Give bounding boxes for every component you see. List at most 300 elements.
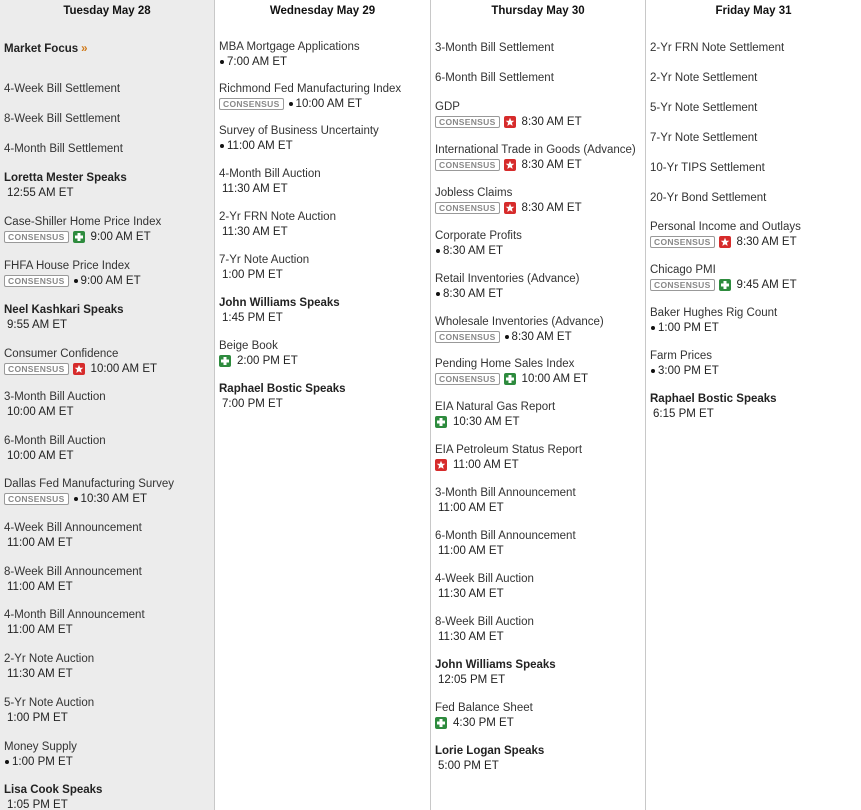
double-chevron-right-icon[interactable]: » bbox=[81, 43, 88, 55]
bullet-dot-icon bbox=[74, 279, 78, 283]
event-item[interactable] bbox=[435, 41, 645, 55]
event-time: 1:45 PM ET bbox=[222, 311, 283, 324]
plus-icon bbox=[435, 416, 447, 428]
event-title-text[interactable]: 2-Yr Note Settlement bbox=[650, 72, 758, 84]
event-title-text[interactable]: 5-Yr Note Settlement bbox=[650, 102, 758, 114]
event-title-text[interactable]: Consumer Confidence bbox=[4, 348, 119, 360]
event-time: 11:00 AM ET bbox=[7, 623, 73, 636]
event-detail-line bbox=[435, 500, 645, 515]
event-time: 1:00 PM ET bbox=[12, 755, 73, 768]
consensus-badge[interactable]: CONSENSUS bbox=[650, 279, 715, 291]
event-title-text[interactable]: 7-Yr Note Settlement bbox=[650, 132, 758, 144]
event-item[interactable] bbox=[435, 71, 645, 85]
event-item[interactable] bbox=[4, 565, 214, 594]
event-item[interactable] bbox=[4, 142, 214, 156]
event-time: 8:30 AM ET bbox=[511, 330, 572, 343]
event-title[interactable] bbox=[435, 400, 645, 414]
event-title[interactable] bbox=[4, 521, 214, 535]
event-time: 8:30 AM ET bbox=[736, 235, 797, 248]
event-title[interactable] bbox=[650, 263, 861, 277]
bullet-dot-icon bbox=[289, 102, 293, 106]
event-time: 4:30 PM ET bbox=[453, 716, 514, 729]
event-time: 9:45 AM ET bbox=[736, 278, 797, 291]
event-item[interactable] bbox=[219, 382, 430, 411]
event-detail-line bbox=[219, 54, 430, 69]
event-item[interactable] bbox=[4, 434, 214, 463]
event-title-text[interactable]: Lisa Cook Speaks bbox=[4, 784, 103, 796]
event-title[interactable] bbox=[4, 434, 214, 448]
event-item[interactable] bbox=[435, 443, 645, 472]
event-title-text[interactable]: Neel Kashkari Speaks bbox=[4, 304, 124, 316]
event-title[interactable] bbox=[650, 131, 861, 145]
day-column-wednesday-may-29 bbox=[215, 0, 431, 810]
bullet-dot-icon bbox=[436, 292, 440, 296]
event-title-text[interactable]: John Williams Speaks bbox=[219, 297, 340, 309]
event-title-text[interactable]: Farm Prices bbox=[650, 350, 712, 362]
event-item[interactable] bbox=[650, 191, 861, 205]
event-item[interactable] bbox=[4, 171, 214, 200]
bullet-dot-icon bbox=[74, 497, 78, 501]
event-item[interactable] bbox=[650, 101, 861, 115]
event-detail-line bbox=[4, 797, 214, 810]
event-title-text[interactable]: 8-Week Bill Auction bbox=[435, 616, 534, 628]
event-title[interactable] bbox=[4, 608, 214, 622]
event-title[interactable] bbox=[219, 296, 430, 310]
event-detail-line bbox=[4, 535, 214, 550]
event-title[interactable] bbox=[219, 382, 430, 396]
event-title[interactable] bbox=[219, 82, 430, 96]
day-header: Thursday May 30 bbox=[491, 5, 585, 17]
event-title-text[interactable]: 4-Week Bill Settlement bbox=[4, 83, 121, 95]
event-title-text[interactable]: 3-Month Bill Settlement bbox=[435, 42, 554, 54]
event-item[interactable] bbox=[219, 296, 430, 325]
event-title[interactable] bbox=[435, 272, 645, 286]
event-title[interactable] bbox=[4, 740, 214, 754]
event-detail-line bbox=[435, 329, 645, 344]
event-time: 8:30 AM ET bbox=[443, 244, 504, 257]
plus-icon bbox=[73, 231, 85, 243]
event-title[interactable] bbox=[435, 315, 645, 329]
event-title-text[interactable]: John Williams Speaks bbox=[435, 659, 556, 671]
event-title-text[interactable]: Market Focus bbox=[4, 43, 79, 55]
event-detail-line bbox=[4, 622, 214, 637]
event-title-text[interactable]: Money Supply bbox=[4, 741, 77, 753]
bullet-dot-icon bbox=[220, 60, 224, 64]
event-detail-line bbox=[650, 406, 861, 421]
event-detail-line bbox=[4, 404, 214, 419]
event-detail-line bbox=[219, 353, 430, 368]
event-item[interactable] bbox=[650, 161, 861, 175]
event-title[interactable] bbox=[435, 658, 645, 672]
event-title[interactable] bbox=[435, 229, 645, 243]
event-title-text[interactable]: 6-Month Bill Settlement bbox=[435, 72, 554, 84]
event-title-text[interactable]: 7-Yr Note Auction bbox=[219, 254, 310, 266]
event-time: 9:00 AM ET bbox=[90, 230, 151, 243]
event-time: 7:00 AM ET bbox=[227, 55, 288, 68]
event-item[interactable] bbox=[435, 186, 645, 215]
event-item[interactable] bbox=[650, 263, 861, 292]
event-time: 8:30 AM ET bbox=[521, 201, 582, 214]
event-item[interactable] bbox=[4, 696, 214, 725]
consensus-badge[interactable]: CONSENSUS bbox=[435, 202, 500, 214]
event-item[interactable] bbox=[435, 357, 645, 386]
bullet-dot-icon bbox=[505, 335, 509, 339]
event-title[interactable] bbox=[650, 191, 861, 205]
event-title-text[interactable]: Retail Inventories (Advance) bbox=[435, 273, 580, 285]
event-item[interactable] bbox=[4, 42, 214, 56]
event-list bbox=[0, 22, 214, 810]
event-item[interactable] bbox=[219, 124, 430, 153]
event-item[interactable] bbox=[650, 71, 861, 85]
event-title[interactable] bbox=[435, 186, 645, 200]
event-detail-line bbox=[650, 277, 861, 292]
event-title-text[interactable]: Beige Book bbox=[219, 340, 278, 352]
event-item[interactable] bbox=[435, 143, 645, 172]
event-time: 11:00 AM ET bbox=[227, 139, 293, 152]
event-detail-line bbox=[219, 396, 430, 411]
event-detail-line bbox=[219, 267, 430, 282]
event-title[interactable] bbox=[4, 142, 214, 156]
event-detail-line bbox=[219, 138, 430, 153]
event-title-text[interactable]: 5-Yr Note Auction bbox=[4, 697, 95, 709]
event-title[interactable] bbox=[435, 529, 645, 543]
event-time: 1:05 PM ET bbox=[7, 798, 68, 810]
event-title[interactable] bbox=[435, 615, 645, 629]
event-detail-line bbox=[435, 114, 645, 129]
event-title[interactable] bbox=[4, 82, 214, 96]
event-title-text[interactable]: Richmond Fed Manufacturing Index bbox=[219, 83, 402, 95]
event-title-text[interactable]: Dallas Fed Manufacturing Survey bbox=[4, 478, 175, 490]
consensus-badge[interactable]: CONSENSUS bbox=[4, 363, 69, 375]
event-title[interactable] bbox=[4, 696, 214, 710]
day-header: Tuesday May 28 bbox=[63, 5, 151, 17]
event-title-text[interactable]: 8-Week Bill Settlement bbox=[4, 113, 121, 125]
event-title[interactable] bbox=[4, 477, 214, 491]
event-detail-line bbox=[435, 371, 645, 386]
event-title[interactable] bbox=[650, 161, 861, 175]
event-detail-line bbox=[4, 361, 214, 376]
bullet-dot-icon bbox=[5, 760, 9, 764]
event-item[interactable] bbox=[219, 40, 430, 69]
event-detail-line bbox=[4, 579, 214, 594]
event-title[interactable] bbox=[435, 100, 645, 114]
event-title[interactable] bbox=[650, 101, 861, 115]
event-detail-line bbox=[435, 157, 645, 172]
consensus-badge[interactable]: CONSENSUS bbox=[435, 373, 500, 385]
event-title-text[interactable]: Chicago PMI bbox=[650, 264, 716, 276]
event-title[interactable] bbox=[219, 124, 430, 138]
event-detail-line bbox=[435, 586, 645, 601]
event-detail-line bbox=[4, 273, 214, 288]
event-detail-line bbox=[4, 185, 214, 200]
event-title[interactable] bbox=[4, 112, 214, 126]
event-time: 11:00 AM ET bbox=[453, 458, 519, 471]
event-time: 11:30 AM ET bbox=[222, 182, 288, 195]
plus-icon bbox=[219, 355, 231, 367]
event-title-text[interactable]: Raphael Bostic Speaks bbox=[650, 393, 777, 405]
event-detail-line bbox=[435, 286, 645, 301]
event-title[interactable] bbox=[435, 443, 645, 457]
star-icon bbox=[504, 116, 516, 128]
event-title-text[interactable]: 6-Month Bill Announcement bbox=[435, 530, 576, 542]
event-time: 9:55 AM ET bbox=[7, 318, 68, 331]
event-detail-line bbox=[435, 457, 645, 472]
event-item[interactable] bbox=[435, 572, 645, 601]
event-detail-line bbox=[650, 320, 861, 335]
consensus-badge[interactable]: CONSENSUS bbox=[650, 236, 715, 248]
event-time: 1:00 PM ET bbox=[222, 268, 283, 281]
event-title-text[interactable]: Pending Home Sales Index bbox=[435, 358, 575, 370]
event-item[interactable] bbox=[435, 315, 645, 344]
event-title[interactable] bbox=[4, 347, 214, 361]
event-title-text[interactable]: International Trade in Goods (Advance) bbox=[435, 144, 636, 156]
event-list bbox=[431, 22, 645, 773]
event-item[interactable] bbox=[219, 210, 430, 239]
event-detail-line bbox=[650, 363, 861, 378]
star-icon bbox=[719, 236, 731, 248]
event-title[interactable] bbox=[435, 71, 645, 85]
consensus-badge[interactable]: CONSENSUS bbox=[219, 98, 284, 110]
event-time: 1:00 PM ET bbox=[658, 321, 719, 334]
event-item[interactable] bbox=[219, 167, 430, 196]
event-item[interactable] bbox=[4, 740, 214, 769]
event-time: 1:00 PM ET bbox=[7, 711, 68, 724]
event-title-text[interactable]: 2-Yr FRN Note Auction bbox=[219, 211, 336, 223]
event-time: 10:00 AM ET bbox=[521, 372, 589, 385]
event-title[interactable] bbox=[435, 572, 645, 586]
event-title-text[interactable]: Raphael Bostic Speaks bbox=[219, 383, 346, 395]
event-detail-line bbox=[4, 666, 214, 681]
event-title-text[interactable]: 4-Week Bill Announcement bbox=[4, 522, 142, 534]
event-detail-line bbox=[219, 310, 430, 325]
event-title-text[interactable]: Wholesale Inventories (Advance) bbox=[435, 316, 604, 328]
event-item[interactable] bbox=[435, 486, 645, 515]
event-title[interactable] bbox=[435, 143, 645, 157]
consensus-badge[interactable]: CONSENSUS bbox=[435, 159, 500, 171]
event-title-text[interactable]: 2-Yr FRN Note Settlement bbox=[650, 42, 785, 54]
event-item[interactable] bbox=[435, 658, 645, 687]
event-title[interactable] bbox=[4, 783, 214, 797]
event-title-text[interactable]: EIA Natural Gas Report bbox=[435, 401, 556, 413]
event-time: 7:00 PM ET bbox=[222, 397, 283, 410]
event-title-text[interactable]: 3-Month Bill Announcement bbox=[435, 487, 576, 499]
consensus-badge[interactable]: CONSENSUS bbox=[435, 331, 500, 343]
event-title[interactable] bbox=[650, 349, 861, 363]
event-detail-line bbox=[435, 629, 645, 644]
event-item[interactable] bbox=[650, 131, 861, 145]
event-title-text[interactable]: 6-Month Bill Auction bbox=[4, 435, 106, 447]
event-item[interactable] bbox=[650, 306, 861, 335]
event-title-text[interactable]: MBA Mortgage Applications bbox=[219, 41, 360, 53]
event-title-text[interactable]: Survey of Business Uncertainty bbox=[219, 125, 379, 137]
event-title[interactable] bbox=[4, 652, 214, 666]
event-title[interactable] bbox=[650, 71, 861, 85]
event-title-text[interactable]: 3-Month Bill Auction bbox=[4, 391, 106, 403]
event-title[interactable] bbox=[219, 167, 430, 181]
event-time: 6:15 PM ET bbox=[653, 407, 714, 420]
event-time: 3:00 PM ET bbox=[658, 364, 719, 377]
event-item[interactable] bbox=[4, 652, 214, 681]
event-detail-line bbox=[435, 672, 645, 687]
event-title[interactable] bbox=[4, 171, 214, 185]
event-detail-line bbox=[650, 234, 861, 249]
event-title-text[interactable]: 10-Yr TIPS Settlement bbox=[650, 162, 765, 174]
event-title-text[interactable]: Baker Hughes Rig Count bbox=[650, 307, 778, 319]
star-icon bbox=[504, 202, 516, 214]
event-detail-line bbox=[435, 715, 645, 730]
plus-icon bbox=[435, 717, 447, 729]
event-time: 8:30 AM ET bbox=[443, 287, 504, 300]
event-time: 10:00 AM ET bbox=[7, 449, 74, 462]
bullet-dot-icon bbox=[436, 249, 440, 253]
event-time: 9:00 AM ET bbox=[80, 274, 141, 287]
star-icon bbox=[73, 363, 85, 375]
event-time: 11:30 AM ET bbox=[438, 630, 504, 643]
event-title[interactable] bbox=[650, 306, 861, 320]
event-title-text[interactable]: 8-Week Bill Announcement bbox=[4, 566, 142, 578]
event-time: 12:55 AM ET bbox=[7, 186, 74, 199]
bullet-dot-icon bbox=[651, 369, 655, 373]
event-title-text[interactable]: 20-Yr Bond Settlement bbox=[650, 192, 767, 204]
event-item[interactable] bbox=[4, 82, 214, 96]
event-detail-line bbox=[4, 754, 214, 769]
event-title-text[interactable]: Jobless Claims bbox=[435, 187, 513, 199]
event-item[interactable] bbox=[650, 41, 861, 55]
event-title[interactable] bbox=[219, 253, 430, 267]
consensus-badge[interactable]: CONSENSUS bbox=[435, 116, 500, 128]
day-header: Wednesday May 29 bbox=[269, 5, 376, 17]
event-detail-line bbox=[219, 224, 430, 239]
event-time: 11:00 AM ET bbox=[7, 580, 73, 593]
event-title-text[interactable]: Lorie Logan Speaks bbox=[435, 745, 545, 757]
consensus-badge[interactable]: CONSENSUS bbox=[4, 275, 69, 287]
consensus-badge[interactable]: CONSENSUS bbox=[4, 231, 69, 243]
day-column-friday-may-31 bbox=[646, 0, 861, 810]
event-item[interactable] bbox=[4, 608, 214, 637]
event-title[interactable] bbox=[4, 215, 214, 229]
event-title-text[interactable]: Fed Balance Sheet bbox=[435, 702, 533, 714]
event-detail-line bbox=[219, 96, 430, 111]
event-item[interactable] bbox=[4, 521, 214, 550]
event-detail-line bbox=[4, 448, 214, 463]
plus-icon bbox=[719, 279, 731, 291]
event-item[interactable] bbox=[4, 347, 214, 376]
event-item[interactable] bbox=[4, 259, 214, 288]
event-detail-line bbox=[435, 243, 645, 258]
event-title-text[interactable]: 2-Yr Note Auction bbox=[4, 653, 95, 665]
event-title-text[interactable]: Loretta Mester Speaks bbox=[4, 172, 127, 184]
event-item[interactable] bbox=[4, 303, 214, 332]
day-header: Friday May 31 bbox=[715, 5, 792, 17]
event-title[interactable] bbox=[219, 339, 430, 353]
event-title-text[interactable]: FHFA House Price Index bbox=[4, 260, 130, 272]
event-item[interactable] bbox=[435, 400, 645, 429]
event-time: 8:30 AM ET bbox=[521, 115, 582, 128]
event-title-text[interactable]: 4-Month Bill Settlement bbox=[4, 143, 123, 155]
event-time: 11:30 AM ET bbox=[7, 667, 73, 680]
event-title[interactable] bbox=[435, 701, 645, 715]
event-detail-line bbox=[4, 710, 214, 725]
event-detail-line bbox=[219, 181, 430, 196]
event-title[interactable] bbox=[4, 390, 214, 404]
event-title-text[interactable]: 4-Month Bill Announcement bbox=[4, 609, 145, 621]
event-title[interactable] bbox=[435, 486, 645, 500]
event-detail-line bbox=[435, 414, 645, 429]
event-title[interactable] bbox=[435, 744, 645, 758]
event-title-text[interactable]: Personal Income and Outlays bbox=[650, 221, 801, 233]
event-time: 10:00 AM ET bbox=[295, 97, 363, 110]
event-time: 11:00 AM ET bbox=[438, 501, 504, 514]
event-title[interactable] bbox=[4, 565, 214, 579]
event-title[interactable] bbox=[650, 392, 861, 406]
star-icon bbox=[504, 159, 516, 171]
event-item[interactable] bbox=[650, 349, 861, 378]
event-time: 10:30 AM ET bbox=[453, 415, 520, 428]
event-item[interactable] bbox=[435, 744, 645, 773]
event-title[interactable] bbox=[4, 42, 214, 56]
event-detail-line bbox=[435, 200, 645, 215]
event-detail-line bbox=[435, 758, 645, 773]
event-item[interactable] bbox=[650, 392, 861, 421]
event-item[interactable] bbox=[4, 390, 214, 419]
event-title[interactable] bbox=[219, 40, 430, 54]
event-title[interactable] bbox=[4, 259, 214, 273]
event-title[interactable] bbox=[435, 41, 645, 55]
event-title[interactable] bbox=[650, 41, 861, 55]
event-detail-line bbox=[4, 491, 214, 506]
event-item[interactable] bbox=[4, 215, 214, 244]
consensus-badge[interactable]: CONSENSUS bbox=[4, 493, 69, 505]
event-time: 12:05 PM ET bbox=[438, 673, 506, 686]
event-item[interactable] bbox=[4, 783, 214, 810]
event-item[interactable] bbox=[4, 477, 214, 506]
event-time: 2:00 PM ET bbox=[237, 354, 298, 367]
event-time: 5:00 PM ET bbox=[438, 759, 499, 772]
event-detail-line bbox=[435, 543, 645, 558]
event-title-text[interactable]: 4-Month Bill Auction bbox=[219, 168, 321, 180]
event-item[interactable] bbox=[435, 272, 645, 301]
event-list bbox=[215, 22, 430, 411]
event-time: 11:00 AM ET bbox=[438, 544, 504, 557]
day-column-tuesday-may-28 bbox=[0, 0, 215, 810]
event-item[interactable] bbox=[435, 701, 645, 730]
event-item[interactable] bbox=[435, 615, 645, 644]
event-title-text[interactable]: GDP bbox=[435, 101, 460, 113]
event-item[interactable] bbox=[219, 339, 430, 368]
event-item[interactable] bbox=[4, 112, 214, 126]
event-title[interactable] bbox=[435, 357, 645, 371]
event-item[interactable] bbox=[435, 229, 645, 258]
event-list bbox=[646, 22, 861, 421]
event-title-text[interactable]: Corporate Profits bbox=[435, 230, 522, 242]
event-title-text[interactable]: Case-Shiller Home Price Index bbox=[4, 216, 162, 228]
event-item[interactable] bbox=[650, 220, 861, 249]
event-time: 8:30 AM ET bbox=[521, 158, 582, 171]
plus-icon bbox=[504, 373, 516, 385]
bullet-dot-icon bbox=[220, 144, 224, 148]
event-title[interactable] bbox=[219, 210, 430, 224]
event-item[interactable] bbox=[435, 100, 645, 129]
event-time: 10:00 AM ET bbox=[90, 362, 158, 375]
event-title-text[interactable]: EIA Petroleum Status Report bbox=[435, 444, 583, 456]
event-item[interactable] bbox=[435, 529, 645, 558]
event-title-text[interactable]: 4-Week Bill Auction bbox=[435, 573, 534, 585]
event-title[interactable] bbox=[650, 220, 861, 234]
event-detail-line bbox=[4, 229, 214, 244]
event-item[interactable] bbox=[219, 253, 430, 282]
event-item[interactable] bbox=[219, 82, 430, 111]
event-title[interactable] bbox=[4, 303, 214, 317]
